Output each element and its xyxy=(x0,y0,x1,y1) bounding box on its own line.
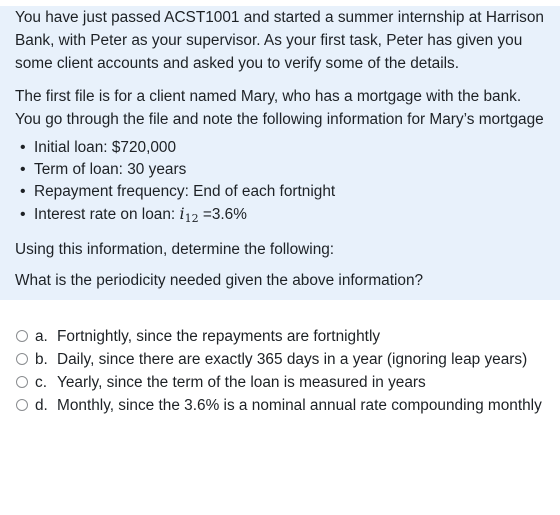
bullet-icon: • xyxy=(20,161,26,178)
option-label: Monthly, since the 3.6% is a nominal annual rate compounding monthly xyxy=(57,397,542,414)
option-label: Fortnightly, since the repayments are fortnightly xyxy=(57,328,381,345)
list-item: • Initial loan: $720,000 xyxy=(20,137,548,159)
list-item: • Repayment frequency: End of each fortnight xyxy=(20,181,548,203)
answer-option-c[interactable] xyxy=(15,371,548,394)
option-label: Yearly, since the term of the loan is measured in years xyxy=(57,374,426,391)
interest-symbol: i xyxy=(179,204,185,223)
radio-button[interactable] xyxy=(16,376,28,388)
question-prompt: What is the periodicity needed given the above information? xyxy=(15,272,424,289)
option-label: Daily, since there are exactly 365 days in a year (ignoring leap years) xyxy=(57,351,528,368)
question-text-box xyxy=(0,6,560,300)
interest-rate-fact: Interest rate on loan: $i_{12} =3.6\%$ xyxy=(34,204,247,225)
option-letter: b. xyxy=(35,351,48,368)
answer-option-d[interactable] xyxy=(15,394,548,417)
list-item xyxy=(20,203,548,230)
radio-button[interactable] xyxy=(16,353,28,365)
question-paragraph: You have just passed ACST1001 and started a summer internship at Harrison Bank, with Peter as your supervisor. As your first task, Peter has given you some client accounts and asked you to verify some of the details. xyxy=(15,9,544,72)
radio-button[interactable] xyxy=(16,399,28,411)
option-letter: d. xyxy=(35,397,48,414)
option-letter: a. xyxy=(35,328,48,345)
answer-option-a[interactable] xyxy=(15,325,548,348)
bullet-icon: • xyxy=(20,206,26,223)
option-letter: c. xyxy=(35,374,47,391)
interest-subscript: 12 xyxy=(184,212,199,225)
instruction-text: Using this information, determine the following: xyxy=(15,241,335,258)
bullet-icon: • xyxy=(20,139,26,156)
bullet-icon: • xyxy=(20,183,26,200)
answer-option-b[interactable] xyxy=(15,348,548,371)
radio-button[interactable] xyxy=(16,330,28,342)
answer-options xyxy=(15,325,548,417)
question-paragraph: The first file is for a client named Mary, who has a mortgage with the bank. You go through the file and note the following information for Mary’s mortgage xyxy=(15,88,544,128)
loan-facts-list xyxy=(15,137,548,230)
list-item: • Term of loan: 30 years xyxy=(20,159,548,181)
